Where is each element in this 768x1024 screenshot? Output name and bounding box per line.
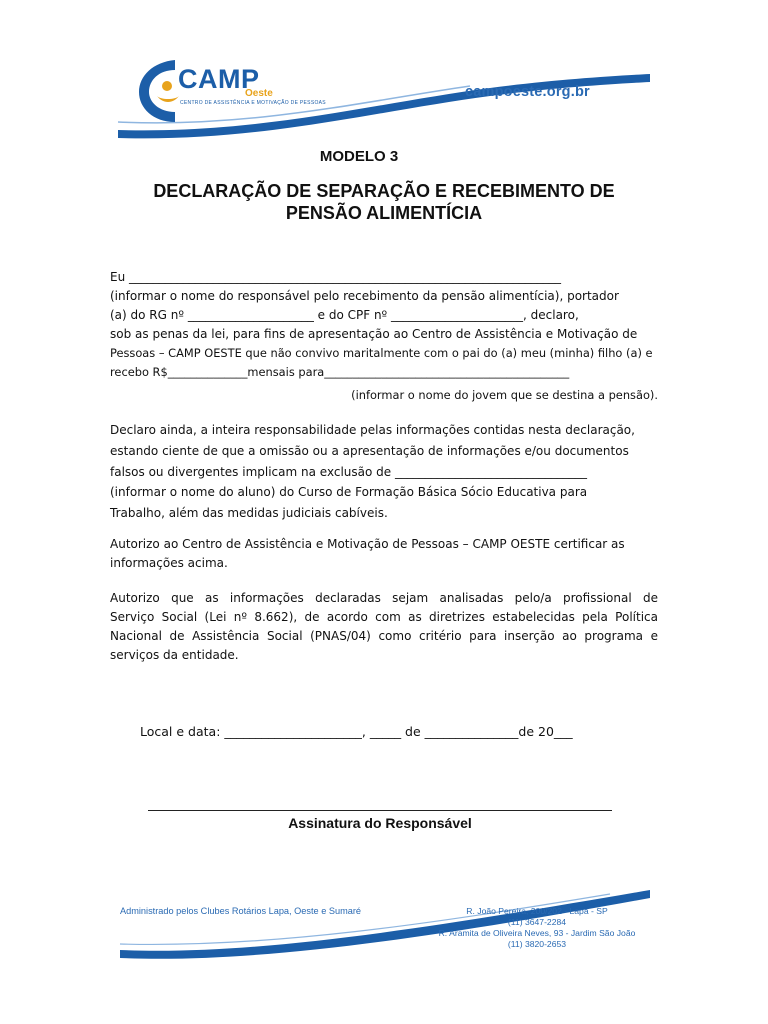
paragraph-line: (informar o nome do responsável pelo recebimento da pensão alimentícia), portador xyxy=(110,289,619,303)
declaration-paragraph xyxy=(110,268,658,382)
logo-tagline: CENTRO DE ASSISTÊNCIA E MOTIVAÇÃO DE PESSOAS xyxy=(180,100,326,106)
address-line: R. João Pereira, 200/202 - Lapa - SP xyxy=(466,906,608,916)
phone-line: (11) 3820-2653 xyxy=(507,939,567,949)
paragraph-line: sob as penas da lei, para fins de apresentação ao Centro de Assistência e Motivação de xyxy=(110,327,638,341)
paragraph-line: falsos ou divergentes implicam na exclusão de ________________________________ xyxy=(110,464,587,479)
responsibility-paragraph xyxy=(110,420,658,524)
logo-subtitle: Oeste xyxy=(245,88,273,99)
paragraph-line: Autorizo que as informações declaradas sejam analisadas pelo/a profissional de xyxy=(110,591,658,605)
address-line: R. Aramita de Oliveira Neves, 93 - Jardim São João xyxy=(438,928,636,938)
paragraph-line: (a) do RG nº _____________________ e do CPF nº ______________________, declaro, xyxy=(110,308,579,322)
logo-wordmark: CAMP xyxy=(178,64,260,94)
administered-by-text: Administrado pelos Clubes Rotários Lapa, Oeste e Sumaré xyxy=(120,906,362,916)
phone-line: (11) 3647-2284 xyxy=(507,917,567,927)
paragraph-line: Autorizo ao Centro de Assistência e Motivação de Pessoas – CAMP OESTE certificar as xyxy=(110,537,625,551)
paragraph-line: Trabalho, além das medidas judiciais cabíveis. xyxy=(110,506,388,521)
paragraph-line: Nacional de Assistência Social (PNAS/04) como critério para inserção ao programa e xyxy=(110,629,658,643)
paragraph-line: Eu ________________________________________________________________________ xyxy=(110,270,562,284)
title-line-1: DECLARAÇÃO DE SEPARAÇÃO E RECEBIMENTO DE xyxy=(153,181,615,201)
paragraph-line: (informar o nome do aluno) do Curso de Formação Básica Sócio Educativa para xyxy=(110,485,588,500)
document-title xyxy=(100,180,668,224)
paragraph-line: serviços da entidade. xyxy=(110,648,239,662)
paragraph-line: estando ciente de que a omissão ou a apresentação de informações e/ou documentos xyxy=(110,443,629,458)
website-link[interactable]: campoeste.org.br xyxy=(465,84,590,100)
signature-label: Assinatura do Responsável xyxy=(288,815,472,831)
paragraph-line: recebo R$______________mensais para___________________________________________ xyxy=(110,365,570,379)
paragraph-line: Pessoas – CAMP OESTE que não convivo maritalmente com o pai do (a) meu (minha) filho (a) e xyxy=(110,346,653,360)
signature-line[interactable] xyxy=(148,810,612,811)
letterhead-header xyxy=(110,42,658,146)
title-line-2: PENSÃO ALIMENTÍCIA xyxy=(285,203,483,223)
place-date-field[interactable]: Local e data: ______________________, _____ de _______________de 20___ xyxy=(140,724,573,739)
authorization-paragraph xyxy=(110,535,658,573)
paragraph-line: Serviço Social (Lei nº 8.662), de acordo com as diretrizes estabelecidas pela Política xyxy=(110,610,658,624)
social-service-paragraph xyxy=(110,589,658,665)
paragraph-line: informações acima. xyxy=(110,556,228,570)
paragraph-line: Declaro ainda, a inteira responsabilidade pelas informações contidas nesta declaração, xyxy=(110,423,635,437)
letterhead-footer xyxy=(110,878,658,978)
pension-recipient-note: (informar o nome do jovem que se destina a pensão). xyxy=(351,388,658,402)
model-label: MODELO 3 xyxy=(319,148,399,165)
